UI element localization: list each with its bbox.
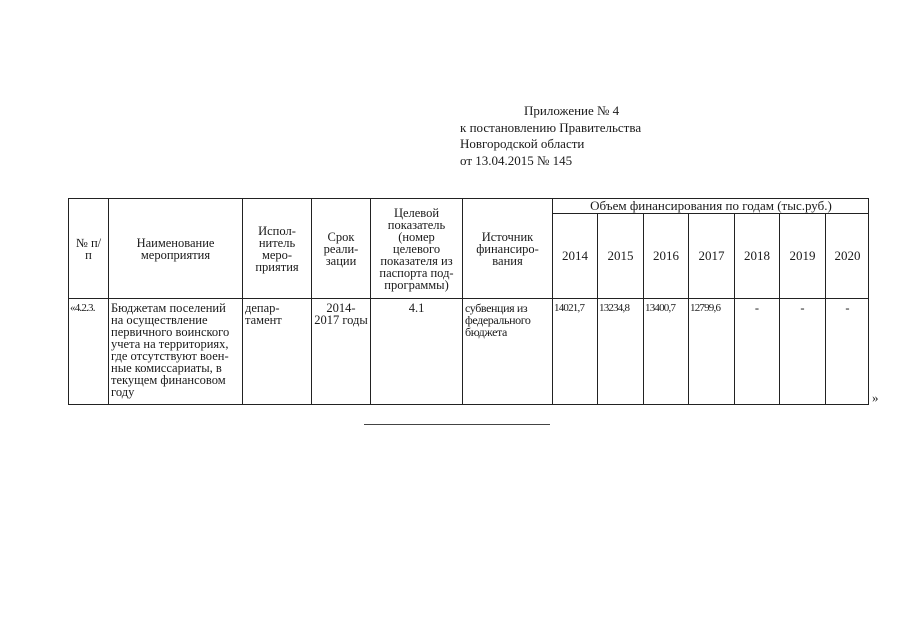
- header-term-label: Срок реали-зации: [323, 229, 359, 268]
- year-label: 2017: [698, 248, 725, 263]
- header-source-label: Источник финансиро-вания: [476, 229, 539, 268]
- year-label: 2014: [562, 248, 588, 263]
- header-year-2016: [643, 213, 688, 298]
- row-executor: депар-тамент: [242, 298, 311, 405]
- header-name-label: Наименование мероприятия: [136, 235, 215, 262]
- row-value-2016: 13400,7: [643, 298, 688, 405]
- header-year-2017: [688, 213, 734, 298]
- row-value-2017: 12799,6: [688, 298, 734, 405]
- header-executor: [242, 198, 311, 298]
- header-number-label: № п/п: [75, 235, 102, 262]
- header-year-2020: [825, 213, 869, 298]
- table-border-right: [868, 198, 869, 405]
- year-label: 2018: [744, 248, 770, 263]
- row-indicator: 4.1: [370, 298, 462, 405]
- header-year-2014: [552, 213, 597, 298]
- row-value-2018: -: [734, 298, 779, 405]
- header-year-2019: [779, 213, 825, 298]
- header-funding: [552, 198, 869, 213]
- header-executor-label: Испол-нитель меро-приятия: [255, 223, 299, 274]
- header-indicator-label: Целевой показатель (номер целевого показателя из паспорта под-программы): [379, 205, 454, 292]
- appendix-header: [460, 103, 760, 169]
- header-funding-label: Объем финансирования по годам (тыс.руб.): [590, 198, 832, 213]
- year-label: 2020: [834, 248, 861, 263]
- resolution-date: от 13.04.2015 № 145: [460, 152, 573, 168]
- resolution-reference: к постановлению Правительства: [460, 119, 642, 135]
- row-number: «4.2.3.: [68, 298, 108, 405]
- header-term: [311, 198, 370, 298]
- appendix-title: Приложение № 4: [524, 103, 620, 118]
- year-label: 2015: [607, 248, 634, 263]
- row-value-2019: -: [779, 298, 825, 405]
- footer-divider: [364, 424, 550, 425]
- row-value-2015: 13234,8: [597, 298, 643, 405]
- row-term: 2014-2017 годы: [311, 298, 370, 405]
- row-name: Бюджетам поселений на осуществление первичного воинского учета на территориях, где отсутствуют воен-ные комиссариаты, в текущем финансовом году: [108, 298, 242, 405]
- header-number: [68, 198, 108, 298]
- closing-quote: »: [872, 390, 879, 405]
- funding-table: [68, 198, 869, 405]
- header-year-2015: [597, 213, 643, 298]
- row-value-2014: 14021,7: [552, 298, 597, 405]
- header-year-2018: [734, 213, 779, 298]
- header-indicator: [370, 198, 462, 298]
- region-name: Новгородской области: [460, 136, 585, 151]
- row-source: субвенция из федерального бюджета: [462, 298, 552, 405]
- table-border-bottom: [68, 404, 869, 405]
- year-label: 2016: [653, 248, 679, 263]
- row-value-2020: -: [825, 298, 869, 405]
- header-name: [108, 198, 242, 298]
- year-label: 2019: [789, 248, 816, 263]
- header-source: [462, 198, 552, 298]
